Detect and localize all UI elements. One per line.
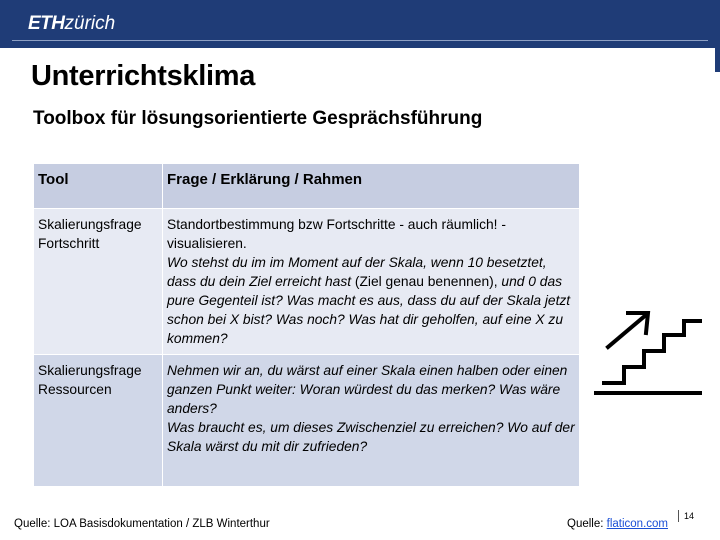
toolbox-table — [33, 163, 580, 487]
logo-eth: ETH — [28, 13, 65, 34]
question-cell — [163, 355, 580, 487]
page-number-separator — [678, 510, 679, 522]
slide-title: Unterrichtsklima — [31, 60, 256, 92]
stairs-up-arrow-icon — [594, 303, 702, 397]
question-normal-text: (Ziel genau benennen), — [351, 274, 498, 289]
source-right-prefix: Quelle: — [567, 518, 607, 530]
question-cell — [163, 209, 580, 355]
slide-subtitle: Toolbox für lösungsorientierte Gesprächsführung — [33, 108, 483, 129]
question-italic-text: Wo stehst du im im Moment auf der Skala, wenn 10 besetztet, dass du dein Ziel erreicht hast — [167, 255, 547, 289]
question-italic-text: Nehmen wir an, du wärst auf einer Skala einen halben oder einen ganzen Punkt weiter: Woran würdest du das merken? Was wäre anders? — [167, 363, 568, 416]
tool-name-line2: Fortschritt — [38, 236, 100, 251]
header-bar — [0, 0, 720, 48]
logo-zurich: zürich — [64, 13, 116, 34]
table-row — [34, 355, 580, 487]
header-side-edge — [715, 48, 720, 72]
header-cell-tool: Tool — [34, 164, 163, 209]
table-row — [34, 209, 580, 355]
tool-name-line2: Ressourcen — [38, 382, 112, 397]
tool-cell — [34, 355, 163, 487]
table-header-row — [34, 164, 580, 209]
question-italic-text-2: Was braucht es, um dieses Zwischenziel zu erreichen? Wo auf der Skala wärst du mit dir zufrieden? — [167, 420, 575, 454]
tool-cell — [34, 209, 163, 355]
tool-name-line1: Skalierungsfrage — [38, 363, 142, 378]
eth-logo — [28, 13, 115, 35]
question-plain-text: Standortbestimmung bzw Fortschritte - auch räumlich! - visualisieren. — [167, 217, 506, 251]
flaticon-link[interactable]: flaticon.com — [606, 518, 668, 530]
source-left: Quelle: LOA Basisdokumentation / ZLB Winterthur — [14, 518, 270, 530]
header-cell-question: Frage / Erklärung / Rahmen — [163, 164, 580, 209]
source-right — [567, 517, 668, 531]
page-number: 14 — [684, 511, 695, 521]
tool-name-line1: Skalierungsfrage — [38, 217, 142, 232]
header-divider — [12, 40, 708, 41]
question-italic-text-2: und 0 das pure Gegenteil ist? Was macht es aus, dass du auf der Skala jetzt schon bei X bist? Was noch? Was hat dir geholfen, auf eine X zu kommen? — [167, 274, 571, 346]
